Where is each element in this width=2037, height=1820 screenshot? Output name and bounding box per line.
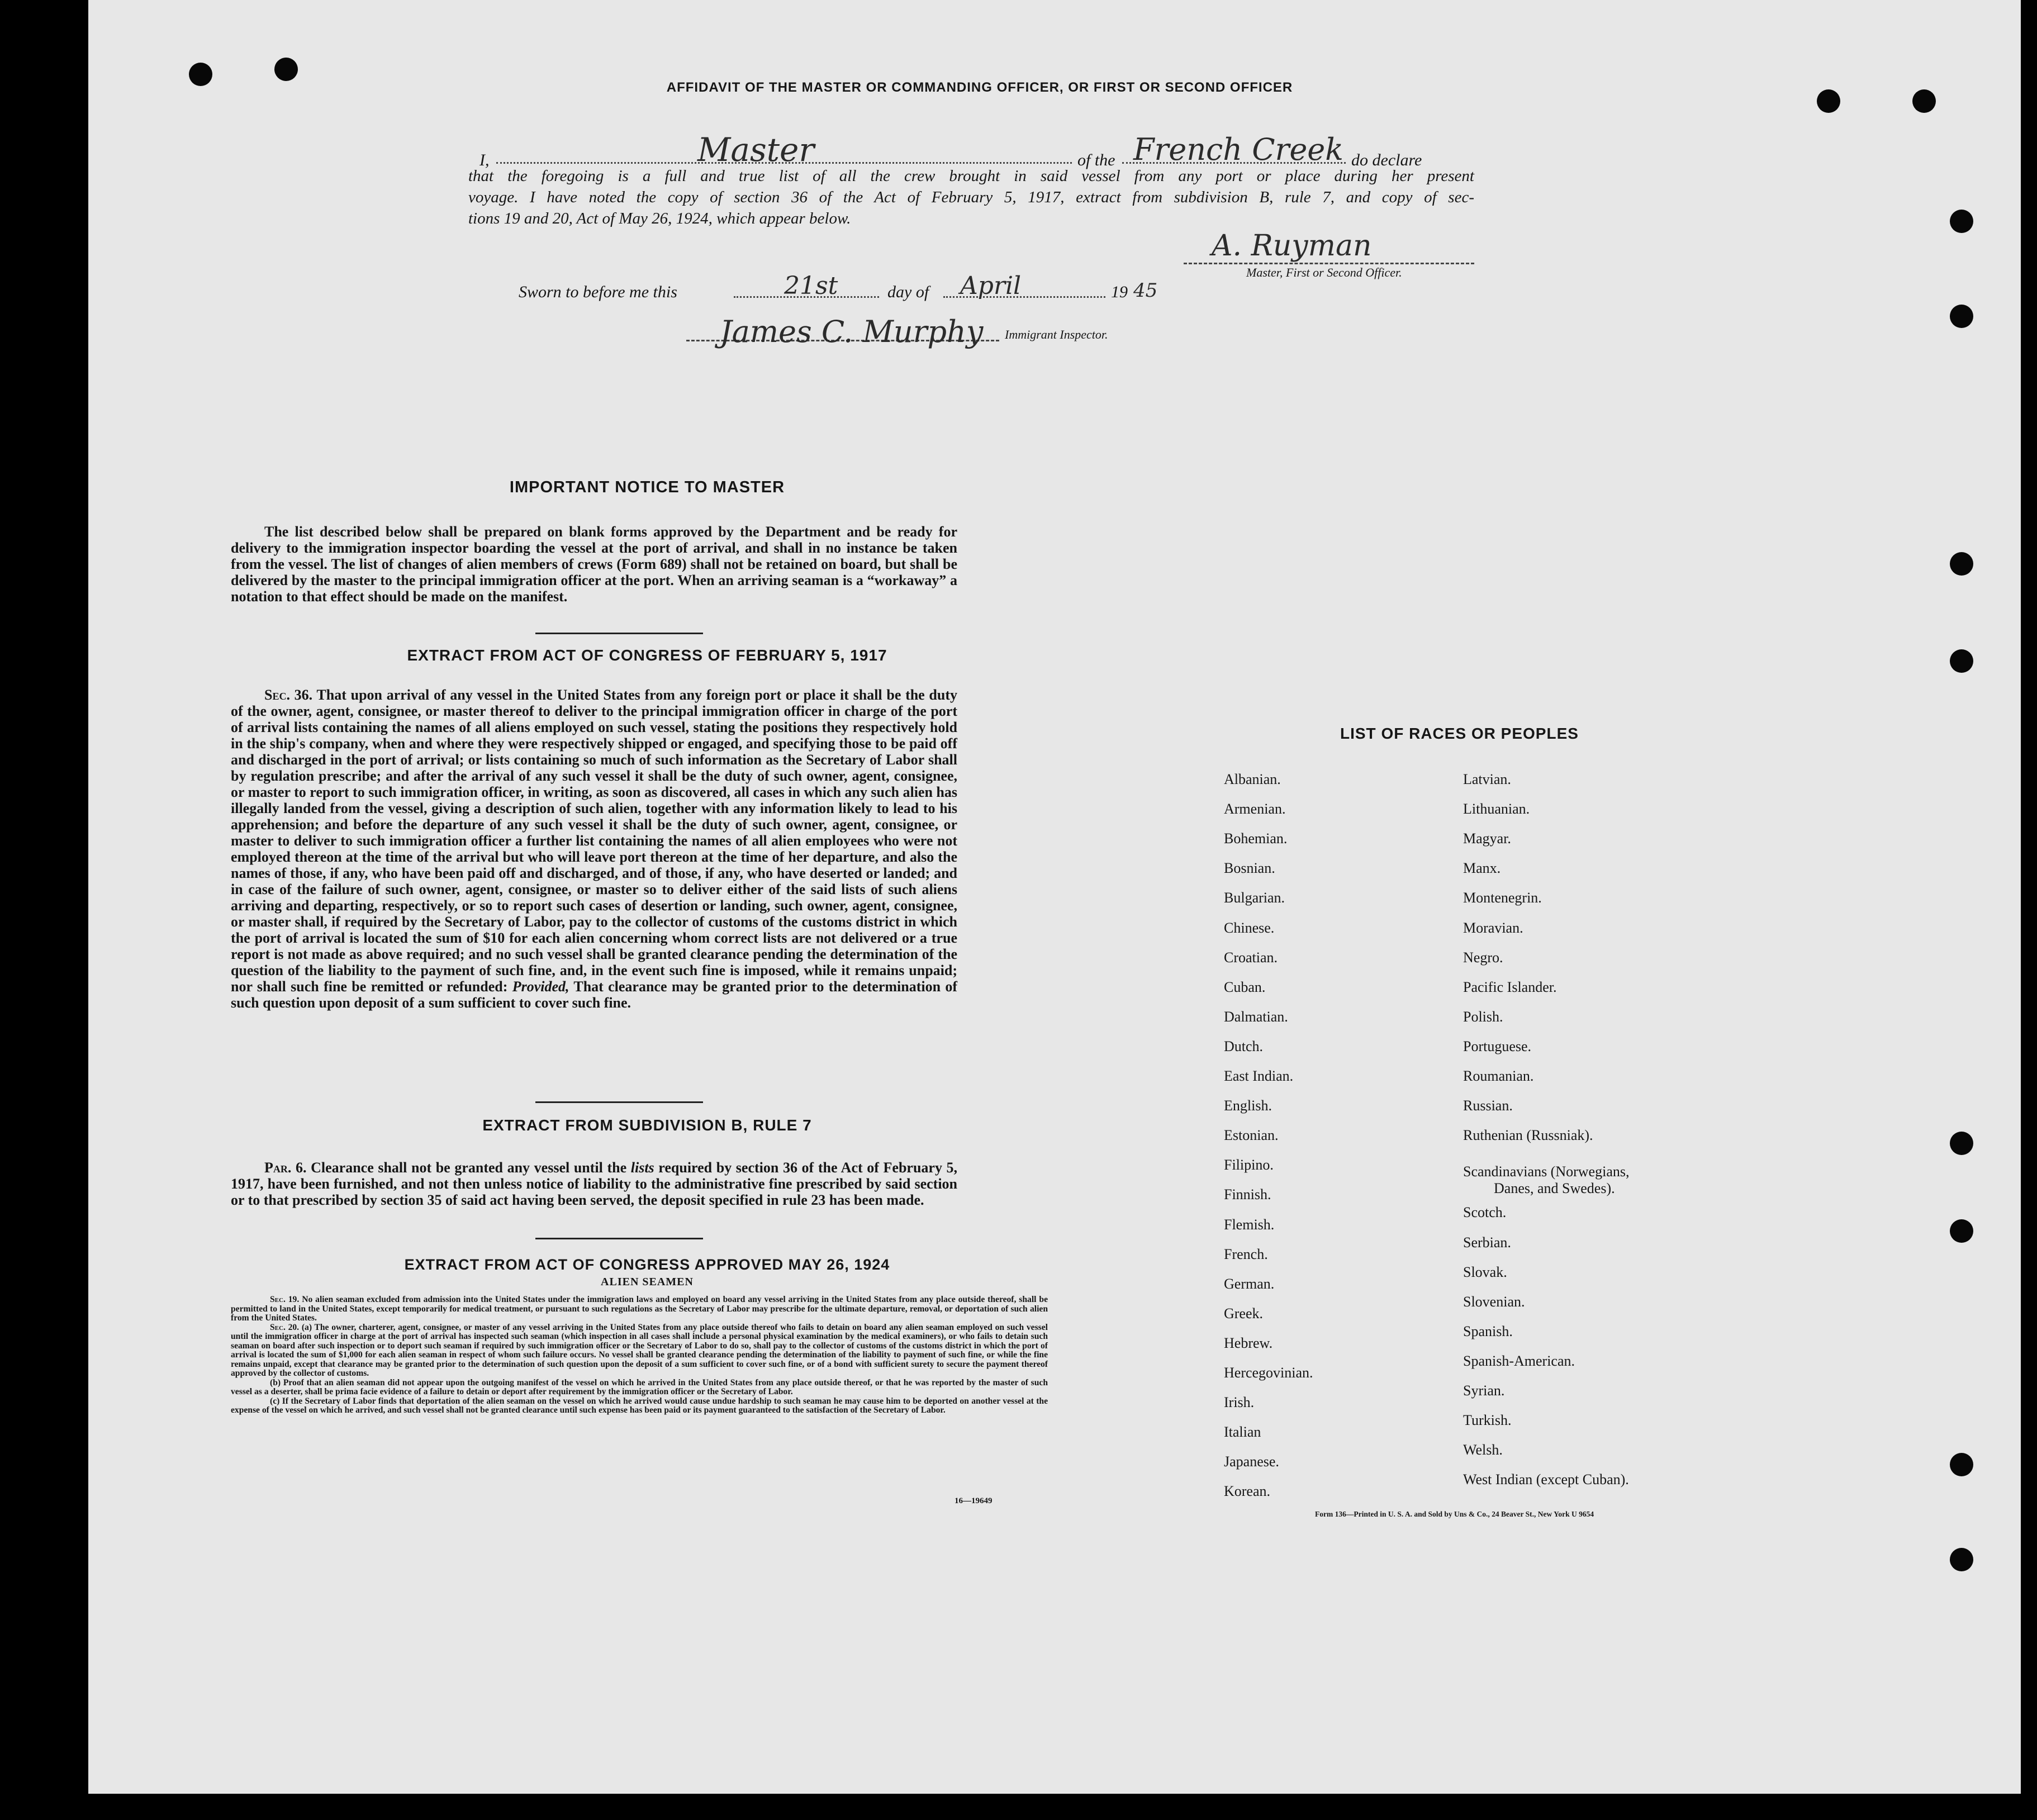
year-handwritten: 45 [1133, 279, 1158, 302]
extract-rule7-title: EXTRACT FROM SUBDIVISION B, RULE 7 [482, 1116, 812, 1134]
extract-1917-text [231, 687, 957, 1011]
race-item: Serbian. [1463, 1234, 1511, 1251]
master-signature: A. Ruyman [1212, 229, 1372, 263]
section-20c-body: (c) If the Secretary of Labor finds that deportation of the alien seaman on the vessel on which he arrived would cause undue hardship to such seaman he may cause him to be deported on another vessel at the expense of the vessel on which he arrived, and such vessel shall not be granted clearance until such expense has been paid or its payment guaranteed to the satisfaction of the Secretary of Labor. [231, 1396, 1048, 1415]
race-item: Cuban. [1224, 978, 1266, 995]
race-item: Ruthenian (Russniak). [1463, 1127, 1593, 1144]
punch-hole [1817, 89, 1840, 113]
vessel-handwritten: French Creek [1133, 132, 1343, 167]
divider [535, 633, 703, 634]
extract-rule7-text [231, 1160, 957, 1208]
race-item: Hebrew. [1224, 1334, 1273, 1351]
paragraph-body: Clearance shall not be granted any vessel until the [311, 1160, 627, 1176]
race-item: Bulgarian. [1224, 890, 1285, 906]
punch-hole [1950, 1219, 1973, 1243]
race-item: Montenegrin. [1463, 890, 1542, 906]
race-item: Spanish-American. [1463, 1352, 1575, 1369]
statement-line: voyage. I have noted the copy of section 36 of the Act of February 5, 1917, extract from subdivision B, rule 7, and copy of sec- [468, 188, 1474, 206]
race-item: Finnish. [1224, 1186, 1271, 1203]
race-item: Scandinavians (Norwegians, [1463, 1163, 1630, 1180]
notice-text: The list described below shall be prepared on blank forms approved by the Department and be ready for delivery to the immigration inspector boarding the vessel at the port of arrival, and shall in no instance be taken from the vessel. The list of changes of alien members of crews (Form 689) shall not be retained on board, but shall be delivered by the master to the principal immigration officer at the port. When an arriving seaman is a “workaway” a notation to that effect should be made on the manifest. [231, 524, 957, 605]
punch-hole [1950, 210, 1973, 233]
section-body: That upon arrival of any vessel in the United States from any foreign port or place it shall be the duty of the owner, agent, consignee, or master thereof to deliver to the principal immigration officer in charge of the port of arrival lists containing the names of all aliens employed on such vessel, stating the positions they respectively hold in the ship's company, when and where they were respectively shipped or engaged, and specifying those to be paid off and discharged in the port of arrival; or lists containing so much of such information as the Secretary of Labor shall by regulation prescribe; and after the arrival of any such vessel it shall be the duty of such owner, agent, consignee, or master to report to such immigration officer, in writing, as soon as discovered, all cases in which any such alien has illegally landed from the vessel, giving a description of such alien, together with any information likely to lead to his apprehension; and before the departure of any such vessel it shall be the duty of such owner, agent, consignee, or master to deliver to such immigration officer a further list containing the names of all alien employees who were not employed thereon at the time of the arrival but who will leave port thereon at the time of her departure, and also the names of those, if any, who have been paid off and discharged, and of those, if any, who have deserted or landed; and in case of the failure of such owner, agent, consignee, or master so to deliver either of the said lists of such aliens arriving and departing, respectively, or so to report such cases of desertion or landing, such owner, agent, consignee, or master shall, if required by the Secretary of Labor, pay to the collector of customs of the customs district in which the port of arrival is located the sum of $10 for each alien concerning whom correct lists are not delivered or a true report is not made as above required; and no such vessel shall be granted clearance pending the determination of the question of the liability to the payment of such fine, and, in the event such fine is imposed, while it remains unpaid; nor shall such fine be remitted or refunded: [231, 687, 958, 995]
race-item: Pacific Islander. [1463, 978, 1557, 995]
race-item: Manx. [1463, 860, 1501, 877]
race-item: Slovenian. [1463, 1293, 1525, 1310]
punch-hole [1950, 1132, 1973, 1155]
race-item: East Indian. [1224, 1068, 1294, 1084]
section-19-body: No alien seaman excluded from admission into the United States under the immigration laws and employed on board any vessel arriving in the United States from any place outside thereof, shall be permitted to land in the United States, except temporarily for medical treatment, or pursuant to such regulations as the Secretary of Labor may prescribe for the ultimate departure, removal, or deportation of such alien from the United States. [231, 1295, 1048, 1323]
section-20-label: Sec. 20. [270, 1322, 300, 1332]
race-item: Danes, and Swedes). [1494, 1180, 1615, 1197]
sworn-label: Sworn to before me this [519, 283, 677, 301]
master-handwritten: Master [697, 131, 815, 169]
race-item: French. [1224, 1246, 1268, 1262]
sworn-line [519, 272, 1245, 313]
race-item: Greek. [1224, 1305, 1264, 1322]
print-code: 16—19649 [955, 1496, 993, 1505]
signer-caption: Master, First or Second Officer. [1246, 265, 1402, 279]
affidavit-statement [468, 165, 1474, 229]
day-handwritten: 21st [784, 272, 838, 300]
do-declare-label: do declare [1351, 151, 1422, 169]
race-item: Moravian. [1463, 919, 1523, 936]
race-item: Negro. [1463, 949, 1503, 966]
race-item: Roumanian. [1463, 1068, 1534, 1084]
notice-title: IMPORTANT NOTICE TO MASTER [509, 478, 785, 496]
race-item: Japanese. [1224, 1453, 1279, 1470]
month-handwritten: April [960, 272, 1022, 300]
race-item: Slovak. [1463, 1263, 1507, 1280]
affidavit-declaration-line [479, 131, 1480, 169]
punch-hole [189, 63, 212, 86]
race-item: Lithuanian. [1463, 801, 1530, 818]
section-20b-body: (b) Proof that an alien seaman did not appear upon the outgoing manifest of the vessel on which he arrived in the United States from any place outside thereof, or that he was reported by the master of such vessel as a deserter, shall be prima facie evidence of a failure to detain or deport after requirement by the immigration officer or the Secretary of Labor. [231, 1377, 1048, 1396]
signature-line [1184, 263, 1474, 264]
divider [535, 1101, 703, 1103]
day-of-label: day of [887, 283, 929, 301]
race-item: Irish. [1224, 1394, 1255, 1411]
race-item: Filipino. [1224, 1157, 1274, 1173]
statement-line: that the foregoing is a full and true list of all the crew brought in said vessel from any port or place during her present [468, 167, 1474, 185]
statement-line: tions 19 and 20, Act of May 26, 1924, which appear below. [468, 210, 851, 227]
race-item: Spanish. [1463, 1323, 1513, 1339]
race-item: Dutch. [1224, 1038, 1264, 1054]
section-20a-body: (a) The owner, charterer, agent, consignee, or master of any vessel arriving in the United States from any place outside thereof who fails to detain on board any alien seaman employed on such vessel until the immigration officer in charge at the port of arrival has inspected such seaman (which inspection in all cases shall include a personal physical examination by the medical examiners), or who fails to detain such seaman on board after such inspection or to deport such seaman if required by such immigration officer or the Secretary of Labor to do so, shall pay to the collector of customs of the customs district in which the port of arrival is located the sum of $1,000 for each alien seaman in respect of whom such failure occurs. No vessel shall be granted clearance pending the determination of the liability to payment of such fine, or while the fine remains unpaid, except that clearance may be granted prior to the determination of such question upon the deposit of a sum sufficient to cover such fine, or of a bond with sufficient surety to secure the payment thereof approved by the collector of customs. [231, 1322, 1048, 1378]
inspector-caption: Immigrant Inspector. [1005, 327, 1108, 341]
race-item: Bohemian. [1224, 830, 1288, 847]
lists-word: lists [630, 1160, 654, 1176]
affidavit-title: AFFIDAVIT OF THE MASTER OR COMMANDING OFFICER, OR FIRST OR SECOND OFFICER [666, 80, 1293, 95]
race-item: West Indian (except Cuban). [1463, 1471, 1629, 1488]
race-item: Welsh. [1463, 1442, 1503, 1458]
race-item: Latvian. [1463, 771, 1511, 787]
paragraph-label: Par. 6. [264, 1160, 307, 1176]
race-item: Dalmatian. [1224, 1008, 1288, 1025]
extract-1924-subtitle: ALIEN SEAMEN [601, 1276, 694, 1288]
race-item: English. [1224, 1097, 1272, 1114]
race-item: Turkish. [1463, 1412, 1512, 1429]
punch-hole [274, 58, 298, 81]
race-item: Flemish. [1224, 1216, 1275, 1233]
race-item: Bosnian. [1224, 860, 1275, 877]
punch-hole [1950, 1548, 1973, 1571]
race-item: Russian. [1463, 1097, 1513, 1114]
form-printer-note: Form 136—Printed in U. S. A. and Sold by Uns & Co., 24 Beaver St., New York U 9654 [1315, 1510, 1594, 1518]
punch-hole [1950, 1453, 1973, 1476]
section-label: Sec. 36. [264, 687, 313, 703]
extract-1924-title: EXTRACT FROM ACT OF CONGRESS APPROVED MAY 26, 1924 [404, 1256, 890, 1273]
race-item: Portuguese. [1463, 1038, 1532, 1054]
race-item: Croatian. [1224, 949, 1278, 966]
document-page [88, 0, 2021, 1794]
punch-hole [1950, 305, 1973, 328]
race-item: Italian [1224, 1424, 1261, 1441]
i-label: I, [479, 151, 490, 169]
paragraph-body-end: required by section 36 of the Act of February 5, 1917, have been furnished, and not then unless notice of liability to the administrative fine prescribed by said section or to that prescribed by section 35 of said act having been served, the deposit specified in rule 23 has been made. [231, 1160, 958, 1208]
extract-1924-text [231, 1295, 1048, 1415]
section-19-label: Sec. 19. [270, 1295, 300, 1304]
race-item: Armenian. [1224, 801, 1286, 818]
divider [535, 1238, 703, 1239]
extract-1917-title: EXTRACT FROM ACT OF CONGRESS OF FEBRUARY 5, 1917 [407, 647, 887, 664]
punch-hole [1912, 89, 1936, 113]
race-item: Korean. [1224, 1483, 1271, 1500]
race-item: German. [1224, 1275, 1275, 1292]
races-title: LIST OF RACES OR PEOPLES [1340, 725, 1579, 742]
year-printed: 19 [1111, 283, 1128, 301]
race-item: Syrian. [1463, 1382, 1505, 1399]
race-item: Albanian. [1224, 771, 1281, 787]
race-item: Estonian. [1224, 1127, 1279, 1144]
race-item: Hercegovinian. [1224, 1365, 1313, 1381]
race-item: Chinese. [1224, 919, 1275, 936]
race-item: Scotch. [1463, 1204, 1507, 1221]
race-item: Polish. [1463, 1008, 1503, 1025]
section-body-end: That clearance may be granted prior to the determination of such question upon deposit of a sum sufficient to cover such fine. [231, 978, 958, 1011]
provided-label: Provided, [512, 978, 569, 995]
punch-hole [1950, 649, 1973, 673]
of-the-label: of the [1077, 151, 1115, 169]
inspector-signature: James C. Murphy [720, 314, 984, 349]
race-item: Magyar. [1463, 830, 1511, 847]
punch-hole [1950, 552, 1973, 576]
